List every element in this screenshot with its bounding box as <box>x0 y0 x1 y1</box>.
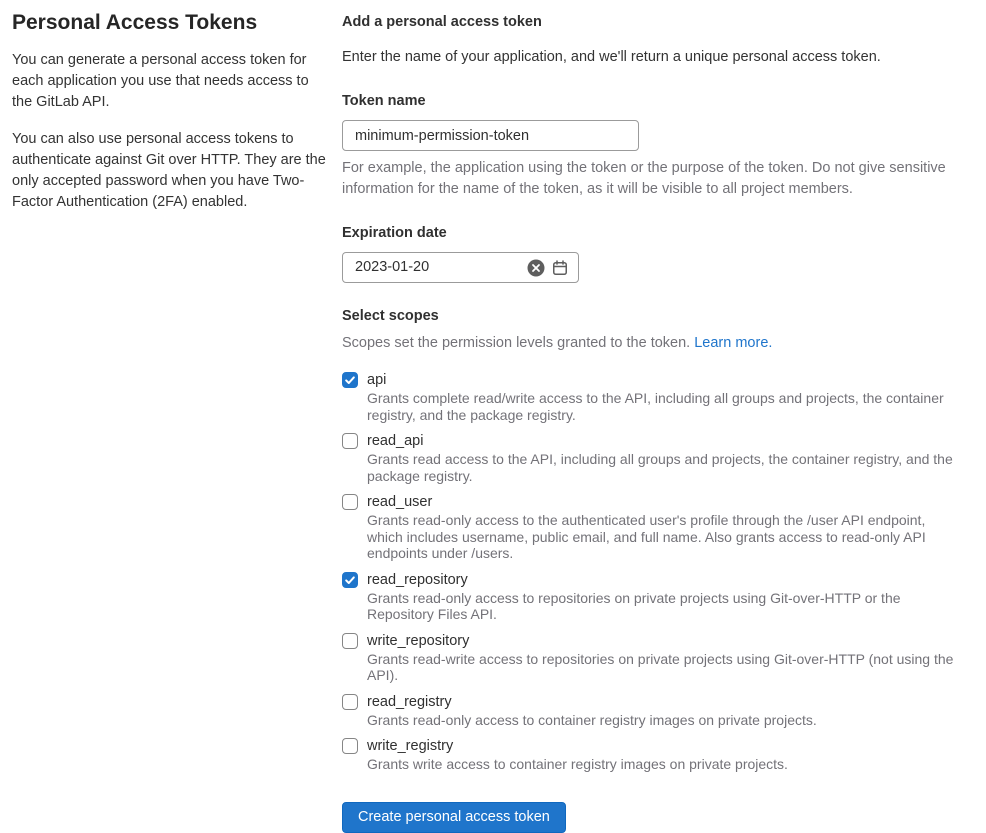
sidebar-paragraph: You can also use personal access tokens to authenticate against Git over HTTP. They are the only accepted password when you have Two-Factor Authentication (2FA) enabled. <box>12 131 326 210</box>
scope-description: Grants write access to container registry images on private projects. <box>367 756 788 772</box>
learn-more-link[interactable]: Learn more. <box>694 335 773 351</box>
add-token-form <box>342 10 967 833</box>
scope-description: Grants read-only access to the authenticated user's profile through the /user API endpoint, which includes username, public email, and full name. Also grants access to read-only API endpoints under /users. <box>367 512 926 561</box>
scope-row-read-registry <box>342 692 967 729</box>
calendar-icon[interactable] <box>552 260 568 276</box>
scope-label[interactable]: write_registry <box>367 738 454 754</box>
expiration-date-value[interactable]: 2023-01-20 <box>355 259 430 275</box>
form-heading: Add a personal access token <box>342 14 542 30</box>
scope-row-read-api <box>342 431 967 484</box>
select-scopes-label: Select scopes <box>342 308 439 324</box>
scope-description: Grants read-only access to repositories on private projects using Git-over-HTTP or the Repository Files API. <box>367 589 901 622</box>
scope-checkbox-api[interactable] <box>342 372 358 388</box>
sidebar-paragraph: You can generate a personal access token for each application you use that needs access to the GitLab API. <box>12 52 309 110</box>
scope-label[interactable]: read_registry <box>367 693 452 710</box>
expiration-date-input[interactable] <box>342 252 579 283</box>
scope-label[interactable]: write_repository <box>367 632 470 649</box>
scope-description: Grants complete read/write access to the API, including all groups and projects, the container registry, and the package registry. <box>367 390 944 423</box>
token-name-label: Token name <box>342 93 426 109</box>
settings-description-column <box>12 10 330 833</box>
scope-description: Grants read access to the API, including all groups and projects, the container registry, and the package registry. <box>367 451 953 484</box>
scope-checkbox-write-registry[interactable] <box>342 738 358 754</box>
token-name-help: For example, the application using the token or the purpose of the token. Do not give sensitive information for the name of the token, as it will be visible to all project members. <box>342 160 946 197</box>
scope-checkbox-read-api[interactable] <box>342 433 358 449</box>
scope-row-write-registry <box>342 736 967 773</box>
scopes-hint-text: Scopes set the permission levels granted to the token. <box>342 335 695 351</box>
page-title: Personal Access Tokens <box>12 11 258 34</box>
token-name-input[interactable] <box>342 120 639 151</box>
scope-row-read-user <box>342 492 967 562</box>
scope-list <box>342 370 967 773</box>
scope-checkbox-write-repository[interactable] <box>342 633 358 649</box>
scope-description: Grants read-write access to repositories on private projects using Git-over-HTTP (not using the API). <box>367 650 954 683</box>
scope-checkbox-read-repository[interactable] <box>342 572 358 588</box>
scope-checkbox-read-registry[interactable] <box>342 694 358 710</box>
form-intro: Enter the name of your application, and we'll return a unique personal access token. <box>342 49 881 65</box>
scope-row-api <box>342 370 967 423</box>
scope-checkbox-read-user[interactable] <box>342 494 358 510</box>
scope-row-read-repository <box>342 570 967 623</box>
scope-label[interactable]: api <box>367 372 387 388</box>
create-token-button[interactable]: Create personal access token <box>342 802 566 833</box>
scope-row-write-repository <box>342 631 967 684</box>
expiration-date-label: Expiration date <box>342 225 447 241</box>
scope-label[interactable]: read_user <box>367 494 433 510</box>
scope-label[interactable]: read_api <box>367 433 424 449</box>
scope-label[interactable]: read_repository <box>367 571 468 588</box>
scopes-hint <box>342 333 967 354</box>
scope-description: Grants read-only access to container registry images on private projects. <box>367 711 817 728</box>
clear-date-icon[interactable] <box>527 259 545 277</box>
